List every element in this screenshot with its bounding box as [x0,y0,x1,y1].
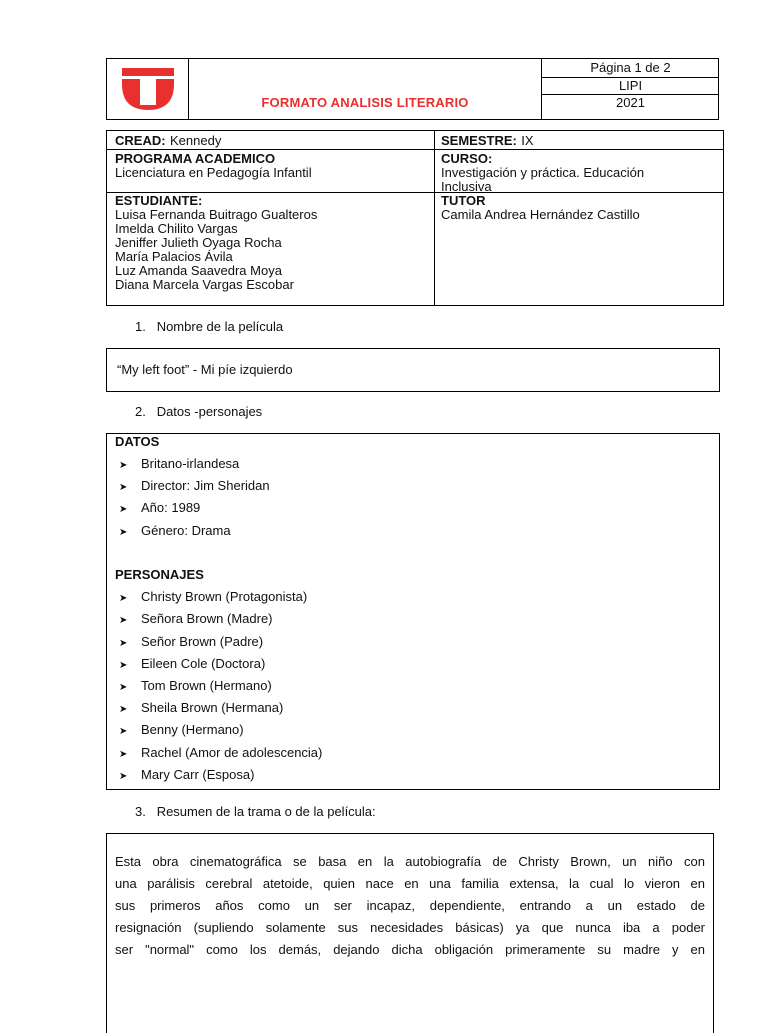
section-3-heading [135,804,376,819]
summary-line: ser "normal" como los demás, dejando dicha obligación primeramente su madre y en [115,942,705,957]
bullet-arrow-icon: ➤ [119,682,128,693]
title-cell [189,59,541,119]
summary-line: sus primeros años como un ser incapaz, dependiente, entrando a un estado de [115,898,705,913]
semestre-cell [441,132,721,150]
bullet-arrow-icon: ➤ [119,504,128,515]
curso-value-line-1: Investigación y práctica. Educación [441,165,645,180]
list-item: ➤ Tom Brown (Hermano) [119,678,272,693]
programa-cell [115,151,430,180]
bullet-arrow-icon: ➤ [119,771,128,782]
estudiante-cell [115,193,430,292]
document-title: FORMATO ANALISIS LITERARIO [261,95,469,110]
student-name: Diana Marcela Vargas Escobar [115,277,294,292]
bullet-arrow-icon: ➤ [119,704,128,715]
summary-line: Esta obra cinematográfica se basa en la autobiografía de Christy Brown, un niño con [115,854,705,869]
document-year: 2021 [616,95,645,110]
datos-title: DATOS [115,434,160,449]
bullet-arrow-icon: ➤ [119,593,128,604]
list-item: ➤ Sheila Brown (Hermana) [119,700,284,715]
info-table [106,130,724,306]
programa-value: Licenciatura en Pedagogía Infantil [115,165,312,180]
section-2-heading [135,404,262,419]
movie-name-box [106,348,720,392]
cread-value: Kennedy [170,133,222,148]
list-item: ➤ Género: Drama [119,523,231,538]
list-item: ➤ Christy Brown (Protagonista) [119,589,308,604]
bullet-arrow-icon: ➤ [119,638,128,649]
summary-box [106,833,714,1033]
estudiante-label: ESTUDIANTE: [115,193,203,208]
list-item: ➤ Señora Brown (Madre) [119,611,273,626]
logo-cell [107,59,189,119]
bullet-arrow-icon: ➤ [119,482,128,493]
tutor-label: TUTOR [441,193,486,208]
curso-value-line-2: Inclusiva [441,179,492,194]
movie-name: “My left foot” - Mi píe izquierdo [117,362,293,377]
summary-line: resignación (supliendo solamente sus necesidades básicas) ya que nunca iba a poder [115,920,705,935]
student-name: Imelda Chilito Vargas [115,221,238,236]
bullet-arrow-icon: ➤ [119,749,128,760]
list-item: ➤ Benny (Hermano) [119,722,244,737]
cread-cell [115,132,430,150]
list-item: ➤ Eileen Cole (Doctora) [119,656,266,671]
curso-cell [441,151,721,194]
bullet-arrow-icon: ➤ [119,527,128,538]
list-item: ➤ Rachel (Amor de adolescencia) [119,745,323,760]
student-name: Luz Amanda Saavedra Moya [115,263,282,278]
personajes-title: PERSONAJES [115,567,204,582]
list-item: ➤ Britano-irlandesa [119,456,240,471]
meta-cell [541,59,718,119]
bullet-arrow-icon: ➤ [119,726,128,737]
datos-personajes-box [106,433,720,790]
section-1-label: Nombre de la película [156,319,284,334]
bullet-arrow-icon: ➤ [119,460,128,471]
semestre-label: SEMESTRE: [441,133,517,148]
student-name: Jeniffer Julieth Oyaga Rocha [115,235,282,250]
section-3-label: Resumen de la trama o de la película: [156,804,376,819]
section-2-label: Datos -personajes [156,404,263,419]
bullet-arrow-icon: ➤ [119,615,128,626]
tutor-value: Camila Andrea Hernández Castillo [441,207,640,222]
list-item: ➤ Director: Jim Sheridan [119,478,270,493]
programa-label: PROGRAMA ACADEMICO [115,151,276,166]
student-name: Luisa Fernanda Buitrago Gualteros [115,207,318,222]
document-header [106,58,719,120]
semestre-value: IX [521,133,534,148]
section-2-number: 2. [135,404,146,419]
tutor-cell [441,193,721,222]
student-name: María Palacios Ávila [115,249,233,264]
list-item: ➤ Año: 1989 [119,500,201,515]
document-code: LIPI [618,78,643,93]
page-number: Página 1 de 2 [590,60,671,75]
list-item: ➤ Mary Carr (Esposa) [119,767,255,782]
bullet-arrow-icon: ➤ [119,660,128,671]
university-logo-icon [118,66,178,112]
cread-label: CREAD: [115,133,166,148]
summary-line: una parálisis cerebral atetoide, quien nace en una familia extensa, la cual lo vieron en [115,876,705,891]
curso-label: CURSO: [441,151,493,166]
section-3-number: 3. [135,804,146,819]
section-1-heading [135,319,283,334]
list-item: ➤ Señor Brown (Padre) [119,634,264,649]
section-1-number: 1. [135,319,146,334]
